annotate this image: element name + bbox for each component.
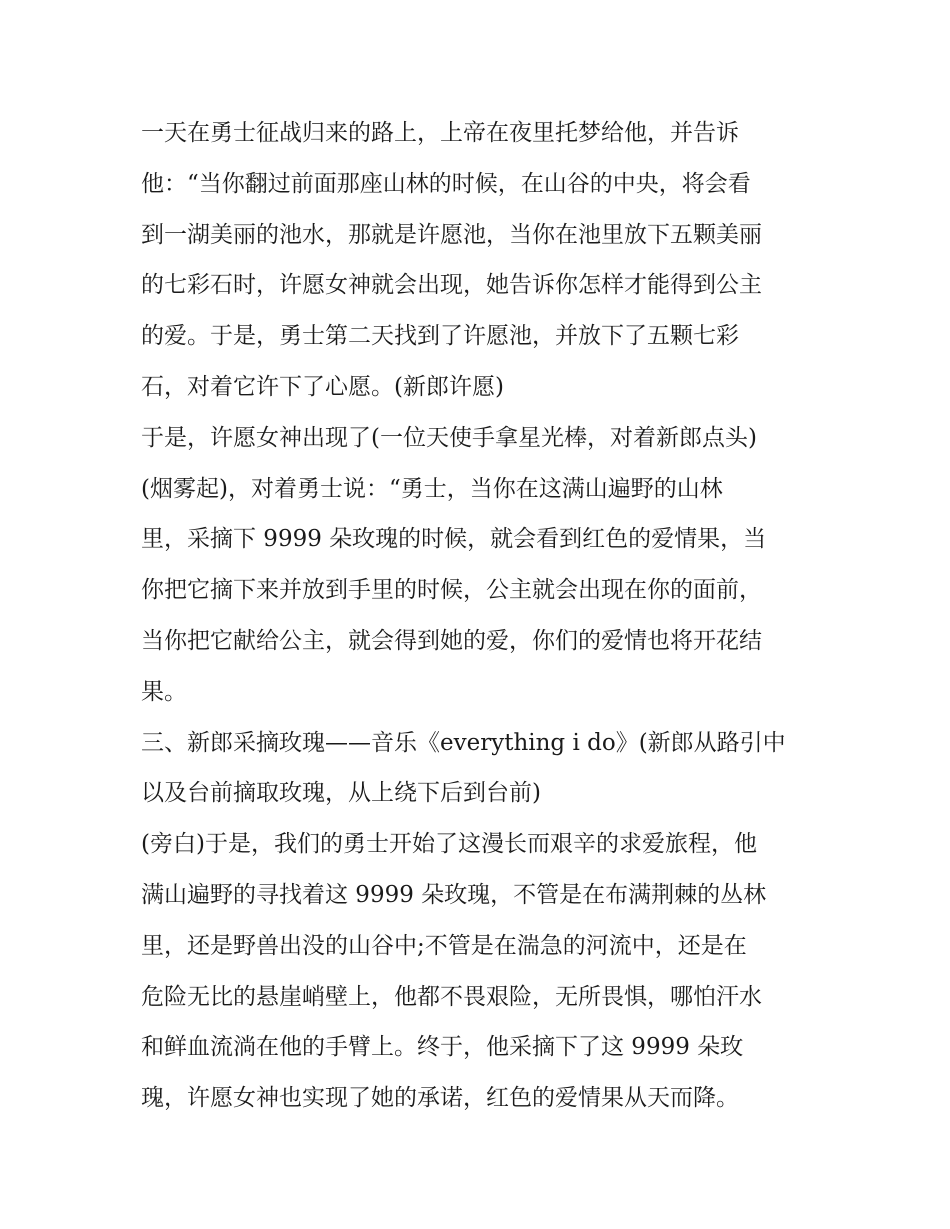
text-line: 的爱。于是，勇士第二天找到了许愿池，并放下了五颗七彩 [141,323,739,350]
text-line: 里，还是野兽出没的山谷中;不管是在湍急的河流中，还是在 [141,932,747,959]
text-line: 他：“当你翻过前面那座山林的时候，在山谷的中央，将会看 [141,170,751,197]
text-line: 以及台前摘取玫瑰，从上绕下后到台前) [141,780,541,807]
text-line: 危险无比的悬崖峭壁上，他都不畏艰险，无所畏惧，哪怕汗水 [141,983,762,1010]
text-line: 一天在勇士征战归来的路上，上帝在夜里托梦给他，并告诉 [141,120,739,146]
text-line: 的七彩石时，许愿女神就会出现，她告诉你怎样才能得到公主 [141,272,762,299]
text-line: (烟雾起)，对着勇士说：“勇士，当你在这满山遍野的山林 [141,475,723,502]
text-line: 三、新郎采摘玫瑰——音乐《everything i do》(新郎从路引中 [141,729,786,756]
text-line: 当你把它献给公主，就会得到她的爱，你们的爱情也将开花结 [141,627,762,654]
text-line: 你把它摘下来并放到手里的时候，公主就会出现在你的面前， [141,577,762,604]
text-line: 瑰，许愿女神也实现了她的承诺，红色的爱情果从天而降。 [141,1085,739,1112]
text-line: 满山遍野的寻找着这 9999 朵玫瑰，不管是在布满荆棘的丛林 [141,881,767,908]
text-line: 石，对着它许下了心愿。(新郎许愿) [141,373,504,400]
text-line: (旁白)于是，我们的勇士开始了这漫长而艰辛的求爱旅程，他 [141,831,757,858]
text-line: 到一湖美丽的池水，那就是许愿池，当你在池里放下五颗美丽 [141,221,762,248]
document-body [141,108,821,1124]
text-line: 里，采摘下 9999 朵玫瑰的时候，就会看到红色的爱情果，当 [141,526,767,553]
text-line: 果。 [141,678,187,705]
text-line: 和鲜血流淌在他的手臂上。终于，他采摘下了这 9999 朵玫 [141,1034,744,1061]
text-line: 于是，许愿女神出现了(一位天使手拿星光棒，对着新郎点头) [141,424,757,451]
